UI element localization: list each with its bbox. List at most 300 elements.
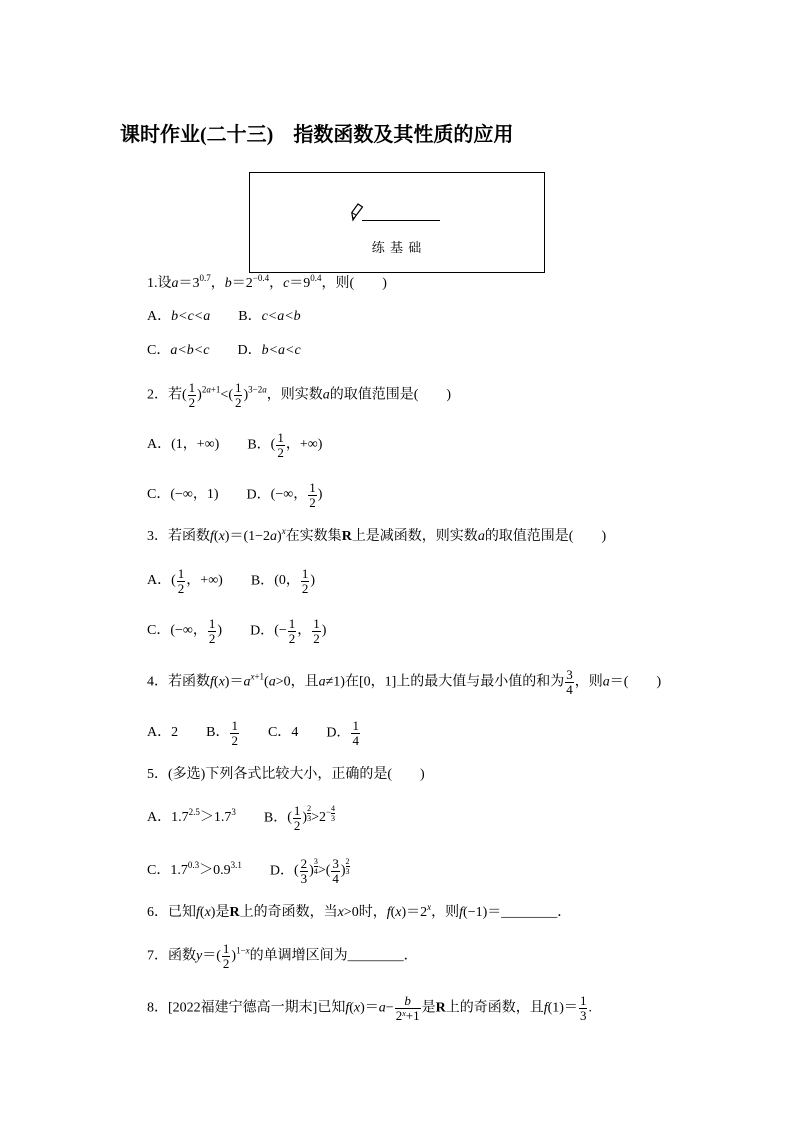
option-a (147, 807, 236, 826)
question-3-stem (147, 517, 606, 557)
fraction (230, 719, 239, 748)
option-label: B． (247, 437, 271, 453)
option-d (326, 717, 361, 748)
denominator (312, 632, 321, 646)
option-c (147, 487, 219, 502)
text-run: 是 (421, 1000, 436, 1016)
text-run: )＝ (224, 674, 244, 690)
text-run: >0时， (343, 905, 387, 920)
text-run: 2 (300, 855, 308, 871)
math-variable: b (404, 992, 411, 1008)
option-d (246, 479, 323, 510)
math-variable: a (171, 276, 179, 291)
text-run: 6．已知 (147, 905, 196, 920)
math-variable: a (270, 529, 278, 544)
question-5-options-row (147, 798, 335, 838)
question-3-text (147, 527, 606, 547)
option-a (147, 565, 223, 596)
text-run: +1 (405, 1007, 420, 1023)
text-run: 0.3 (187, 860, 200, 871)
fraction (579, 994, 588, 1023)
numerator (579, 994, 588, 1009)
option-content (350, 717, 361, 748)
options-row (147, 431, 322, 460)
denominator (288, 632, 297, 646)
fraction (351, 719, 360, 748)
text-run: 3 (579, 1007, 587, 1023)
denominator (230, 734, 239, 748)
text-run: ＝( ) (609, 674, 662, 690)
denominator (188, 396, 197, 410)
text-run: 2 (171, 725, 179, 741)
text-run: 2 (208, 630, 216, 646)
option-content (171, 565, 223, 596)
text-run: +1 (254, 671, 265, 682)
question-2-options-row (147, 475, 322, 515)
options-row (147, 719, 361, 748)
option-label: A． (147, 725, 172, 741)
denominator (308, 496, 317, 510)
option-content (262, 309, 301, 324)
text-run: ＞0.9 (199, 863, 231, 879)
options-row (147, 617, 326, 646)
text-run: 在实数集 (285, 529, 342, 544)
question-3-options-row (147, 561, 315, 601)
superscript (231, 807, 236, 817)
option-content (170, 343, 209, 358)
options-row (147, 804, 335, 833)
text-run: (1，+∞) (171, 437, 220, 453)
option-content (171, 725, 178, 740)
option-content (171, 437, 219, 452)
superscript (250, 671, 264, 681)
fraction (222, 942, 231, 971)
question-6-stem (147, 893, 571, 933)
question-6-text (147, 903, 571, 923)
text-run: 上的奇函数，当 (239, 905, 338, 920)
text-run: − (385, 1000, 394, 1016)
text-run: 上的奇函数，且 (445, 1000, 544, 1016)
text-run: ， (297, 623, 312, 639)
text-run: 1 (222, 940, 230, 956)
option-a (147, 309, 210, 324)
math-variable: x (218, 674, 225, 690)
option-b (238, 309, 300, 324)
section-label: 练 基 础 (371, 240, 423, 255)
math-variable: a (322, 387, 330, 403)
text-run: 1.设 (147, 276, 172, 291)
text-run: 4 (352, 732, 359, 748)
math-variable: f (459, 905, 464, 920)
question-8-text (147, 994, 592, 1023)
option-c (147, 343, 209, 358)
text-run: ( (293, 863, 299, 879)
fraction (276, 431, 285, 460)
text-run: ) (317, 487, 323, 503)
math-variable: f (543, 1000, 548, 1016)
numerator (395, 994, 421, 1009)
question-2-text (147, 381, 451, 410)
math-variable: a (318, 674, 326, 690)
option-content (171, 807, 236, 826)
text-run: 3 (307, 813, 312, 823)
question-4-options-row (147, 713, 361, 753)
text-run: 2 (188, 394, 196, 410)
text-run: 2.5 (188, 807, 200, 818)
math-variable: a<b<c (170, 343, 210, 358)
numerator (300, 857, 309, 872)
text-run: 4 (331, 803, 336, 813)
option-a (147, 725, 178, 740)
question-3-options-row (147, 611, 326, 651)
text-run: 2 (395, 1007, 403, 1023)
option-b (250, 565, 316, 596)
math-set-symbol: R (435, 1000, 446, 1016)
numerator (222, 942, 231, 957)
denominator (177, 582, 186, 596)
text-run: 3.1 (230, 860, 242, 871)
math-variable: x (353, 1000, 361, 1016)
text-run: 3．若函数 (147, 529, 210, 544)
math-variable: c (283, 276, 290, 291)
text-run: 4 (566, 681, 573, 697)
text-run: 1 (313, 615, 320, 631)
text-run: ) (309, 863, 314, 879)
math-variable: a (268, 674, 276, 690)
denominator (276, 446, 285, 460)
numerator (565, 668, 574, 683)
text-run: 0.4 (310, 273, 322, 283)
denominator (300, 872, 309, 886)
text-run: 3 (566, 666, 573, 682)
text-run: 3 (231, 807, 236, 818)
option-b (247, 429, 323, 460)
text-run: 1− (236, 945, 246, 956)
denominator (331, 814, 335, 823)
denominator (346, 867, 350, 876)
option-content (170, 487, 218, 502)
fraction (331, 857, 340, 886)
numerator (208, 617, 217, 632)
numerator (346, 857, 350, 867)
text-run: ( (264, 674, 269, 690)
text-run: 1.7 (170, 863, 188, 879)
question-5-text (147, 765, 425, 785)
text-run: 的单调增区间为________． (249, 948, 418, 964)
superscript (248, 384, 267, 394)
text-run: 3 (331, 813, 336, 823)
text-run: ， (210, 276, 225, 291)
text-run: ) (217, 623, 223, 639)
option-label: D． (250, 623, 275, 639)
text-run: 1 (352, 717, 359, 733)
text-run: >2 (311, 810, 326, 826)
math-variable: x (204, 905, 211, 920)
question-4-stem (147, 662, 661, 702)
denominator (565, 683, 574, 697)
math-variable: x (337, 905, 344, 920)
text-run: 1.7 (171, 810, 189, 826)
text-run: 2 (201, 384, 207, 395)
options-row (147, 857, 350, 886)
denominator (293, 819, 302, 833)
text-run: ) (310, 573, 316, 589)
text-run: 3 (345, 866, 350, 876)
option-label: D． (269, 863, 294, 879)
option-label: C． (147, 343, 171, 358)
fraction (395, 994, 421, 1023)
math-variable: x (281, 526, 286, 536)
text-run: ( (390, 905, 396, 920)
text-run: (0， (274, 573, 300, 589)
denominator (331, 872, 340, 886)
math-variable: f (210, 529, 214, 544)
denominator (351, 734, 360, 748)
question-4-text (147, 668, 661, 697)
math-variable: x (218, 529, 225, 544)
denominator (301, 582, 310, 596)
denominator (208, 632, 217, 646)
option-a (147, 437, 219, 452)
text-run: ≠1)在[0，1]上的最大值与最小值的和为 (325, 674, 565, 690)
fraction (308, 481, 317, 510)
text-run: >( (317, 863, 331, 879)
numerator (188, 381, 197, 396)
text-run: 2 (313, 630, 320, 646)
options-row (147, 481, 322, 510)
question-1-options-row (147, 331, 301, 371)
numerator (230, 719, 239, 734)
text-run: 2 (309, 494, 316, 510)
text-run: 2 (277, 444, 284, 460)
fraction (346, 857, 350, 876)
numerator (288, 617, 297, 632)
numerator (331, 857, 340, 872)
superscript (231, 860, 242, 870)
superscript (310, 273, 321, 283)
math-variable: x (402, 1008, 406, 1018)
math-variable: f (196, 905, 200, 920)
text-run: . (588, 1000, 592, 1016)
text-run: 3 (313, 856, 318, 866)
text-run: ，+∞) (186, 573, 223, 589)
option-content (274, 565, 316, 596)
text-run: (−1)＝________． (463, 905, 572, 920)
math-variable: x (250, 671, 255, 682)
text-run: 1 (234, 379, 242, 395)
text-run: ) (302, 810, 308, 826)
math-variable: a (378, 1000, 386, 1016)
text-run: ) (243, 387, 249, 403)
text-run: 4 (291, 725, 299, 741)
math-variable: b<c<a (171, 309, 211, 324)
text-run: 8．[2022福建宁德高一期末]已知 (147, 1000, 346, 1016)
denominator (222, 957, 231, 971)
text-run: ，则 (431, 905, 460, 920)
fraction (208, 617, 217, 646)
math-variable: y (196, 948, 203, 964)
text-run: ( (213, 529, 219, 544)
section-underline (362, 220, 440, 221)
option-b (206, 717, 240, 748)
text-run: 1 (301, 565, 309, 581)
numerator (293, 804, 302, 819)
math-variable: f (345, 1000, 350, 1016)
text-run: ＝2 (231, 276, 253, 291)
option-label: B． (250, 573, 275, 589)
numerator (331, 804, 335, 814)
text-run: 4．若函数 (147, 674, 210, 690)
question-8-stem (147, 988, 592, 1028)
superscript (325, 803, 336, 823)
text-run: 的取值范围是( ) (484, 529, 607, 544)
math-variable: f (386, 905, 391, 920)
option-c (147, 615, 223, 646)
option-content (229, 717, 240, 748)
text-run: 2 (231, 732, 238, 748)
denominator (395, 1009, 421, 1023)
text-run: ) (197, 387, 202, 403)
superscript (253, 273, 269, 283)
option-label: A． (147, 309, 172, 324)
text-run: 2 (301, 580, 309, 596)
fraction (312, 617, 321, 646)
numerator (312, 617, 321, 632)
text-run: ( (199, 905, 205, 920)
text-run: 1 (277, 429, 284, 445)
option-label: C． (147, 623, 171, 639)
text-run: ＝( (202, 948, 221, 964)
option-label: C． (147, 863, 171, 879)
text-run: ，则 (574, 674, 603, 690)
text-run: 0.7 (199, 273, 211, 283)
question-2-options-row (147, 425, 322, 465)
page-title: 课时作业(二十三) 指数函数及其性质的应用 (120, 124, 514, 146)
option-content (270, 429, 323, 460)
option-content (274, 615, 327, 646)
fraction (177, 567, 186, 596)
math-variable: b (224, 276, 232, 291)
text-run: 的取值范围是( ) (329, 387, 452, 403)
text-run: ) (277, 529, 282, 544)
math-variable: a (602, 674, 610, 690)
math-variable: x (427, 902, 432, 912)
text-run: − (325, 807, 332, 818)
superscript (236, 945, 250, 955)
math-variable: a (206, 384, 211, 395)
text-run: (1)＝ (547, 1000, 578, 1016)
text-run: −0.4 (252, 273, 270, 283)
text-run: ＞1.7 (199, 810, 232, 826)
option-b (263, 802, 336, 833)
text-run: ( (349, 1000, 354, 1016)
question-5-stem (147, 755, 425, 795)
math-variable: a (262, 384, 267, 395)
math-variable: f (210, 674, 214, 690)
question-1-text (147, 274, 387, 294)
text-run: 4 (332, 870, 339, 886)
fraction (234, 381, 243, 410)
math-variable: x (245, 945, 250, 956)
text-run: ( (287, 810, 292, 826)
denominator (234, 396, 243, 410)
text-run: 2 (222, 955, 230, 971)
option-content (170, 860, 242, 879)
text-run: ) (340, 863, 346, 879)
text-run: 2 (307, 803, 312, 813)
text-run: 2 (293, 817, 301, 833)
text-run: (−∞， (170, 623, 207, 639)
text-run: 1 (293, 802, 301, 818)
text-run: ＝9 (289, 276, 311, 291)
option-c (268, 725, 298, 740)
section-header-box (249, 172, 545, 273)
text-run: 4 (313, 866, 318, 876)
superscript (202, 384, 221, 394)
fraction (288, 617, 297, 646)
option-label: B． (206, 725, 230, 741)
question-7-text (147, 942, 418, 971)
text-run: 2 (288, 630, 296, 646)
math-variable: x (395, 905, 402, 920)
math-set-symbol: R (229, 905, 240, 920)
superscript (188, 860, 199, 870)
text-run: 5．(多选)下列各式比较大小，正确的是( ) (147, 767, 425, 782)
text-run: )＝(1−2 (224, 529, 271, 544)
option-label: C． (267, 725, 292, 741)
text-run: 1 (579, 992, 587, 1008)
option-label: A． (147, 573, 172, 589)
text-run: 1 (309, 479, 316, 495)
option-label: C． (147, 487, 171, 503)
option-content (171, 309, 210, 324)
option-label: B． (263, 810, 288, 826)
text-run: 1 (188, 379, 196, 395)
option-d (237, 343, 300, 358)
question-7-stem (147, 936, 418, 976)
option-content (270, 479, 323, 510)
text-run: ，则实数 (266, 387, 323, 403)
math-variable: b<a<c (261, 343, 301, 358)
text-run: 上是减函数，则实数 (351, 529, 478, 544)
text-run: ， (269, 276, 284, 291)
option-label: A． (147, 810, 172, 826)
text-run: 1 (288, 615, 296, 631)
option-content (291, 725, 298, 740)
text-run: 3 (332, 855, 339, 871)
text-run: (− (274, 623, 287, 639)
fraction (188, 381, 197, 410)
text-run: )＝ (360, 1000, 379, 1016)
text-run: 2 (345, 856, 350, 866)
pencil-icon (350, 202, 364, 222)
numerator (308, 481, 317, 496)
option-c (147, 860, 242, 879)
option-label: D． (237, 343, 262, 358)
superscript (200, 273, 211, 283)
text-run: 1 (208, 615, 216, 631)
fraction (293, 804, 302, 833)
math-set-symbol: R (341, 529, 352, 544)
math-variable: a (477, 529, 485, 544)
option-content (287, 802, 336, 833)
text-run: >0，且 (275, 674, 319, 690)
text-run: +1 (210, 384, 221, 395)
option-content (262, 343, 301, 358)
numerator (177, 567, 186, 582)
text-run: )＝2 (401, 905, 428, 920)
math-variable: c<a<b (261, 309, 301, 324)
